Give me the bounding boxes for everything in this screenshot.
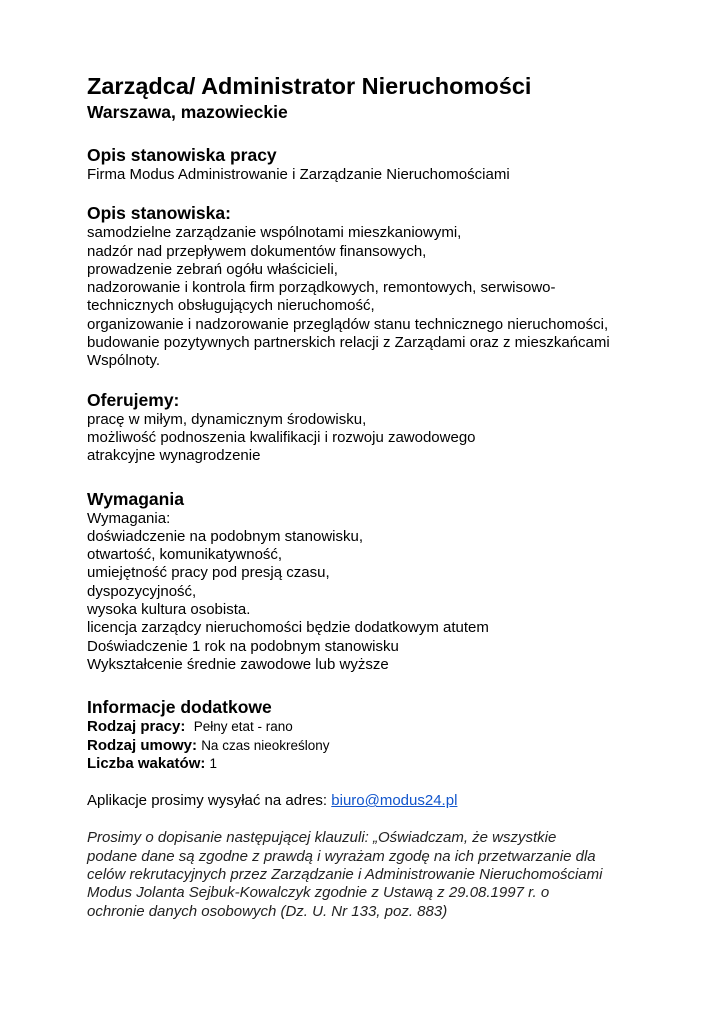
requirement-item: umiejętność pracy pod presją czasu, [87,564,330,582]
application-line [87,792,664,810]
clause-line: Prosimy o dopisanie następującej klauzuli: „Oświadczam, że wszystkie [87,829,557,847]
duty-item: technicznych obsługujących nieruchomość, [87,297,375,315]
requirements-section [87,489,664,675]
duty-item: prowadzenie zebrań ogółu właścicieli, [87,260,338,278]
duty-item: nadzór nad przepływem dokumentów finansowych, [87,242,427,260]
job-location: Warszawa, mazowieckie [87,102,288,122]
work-type-row [87,718,664,736]
vacancies-row [87,755,664,773]
requirement-item: wysoka kultura osobista. [87,601,251,619]
requirement-item: licencja zarządcy nieruchomości będzie dodatkowym atutem [87,619,489,637]
requirement-item: Doświadczenie 1 rok na podobnym stanowisku [87,637,399,655]
clause-line: celów rekrutacyjnych przez Zarządzanie i Administrowanie Nieruchomościami [87,866,603,884]
clause-line: Modus Jolanta Sejbuk-Kowalczyk zgodnie z Ustawą z 29.08.1997 r. o [87,884,550,902]
consent-clause [87,829,647,920]
job-description-heading: Opis stanowiska pracy [87,145,277,165]
contract-label: Rodzaj umowy: [87,736,198,754]
additional-info-section [87,697,664,773]
requirements-heading: Wymagania [87,488,184,509]
contract-value: Na czas nieokreślony [201,737,330,753]
requirement-item: doświadczenie na podobnym stanowisku, [87,527,363,545]
duty-item: nadzorowanie i kontrola firm porządkowych, remontowych, serwisowo- [87,279,556,297]
contract-row [87,737,664,755]
duty-item: samodzielne zarządzanie wspólnotami mieszkaniowymi, [87,224,462,242]
company-name: Firma Modus Administrowanie i Zarządzanie Nieruchomościami [87,166,510,183]
clause-line: ochronie danych osobowych (Dz. U. Nr 133, poz. 883) [87,902,448,920]
offer-heading: Oferujemy: [87,389,180,410]
requirement-item: Wymagania: [87,509,171,527]
vacancies-label: Liczba wakatów: [87,754,206,772]
duty-item: budowanie pozytywnych partnerskich relacji z Zarządami oraz z mieszkańcami [87,334,610,352]
job-title: Zarządca/ Administrator Nieruchomości [87,73,532,99]
offer-item: możliwość podnoszenia kwalifikacji i rozwoju zawodowego [87,428,476,446]
email-link[interactable]: biuro@modus24.pl [331,792,458,810]
work-type-label: Rodzaj pracy: [87,718,186,736]
duty-item: organizowanie i nadzorowanie przeglądów stanu technicznego nieruchomości, [87,315,609,333]
requirement-item: dyspozycyjność, [87,582,197,600]
offer-section [87,390,664,466]
requirement-item: Wykształcenie średnie zawodowe lub wyższe [87,655,389,673]
offer-item: pracę w miłym, dynamicznym środowisku, [87,410,367,428]
duties-list [87,224,664,370]
job-description-section [87,145,664,184]
requirements-list [87,510,664,675]
additional-info-heading: Informacje dodatkowe [87,697,272,718]
work-type-value: Pełny etat - rano [193,719,293,735]
clause-line: podane dane są zgodne z prawdą i wyrażam zgodę na ich przetwarzanie dla [87,847,596,865]
offer-item: atrakcyjne wynagrodzenie [87,447,261,465]
requirement-item: otwartość, komunikatywność, [87,546,283,564]
duty-item: Wspólnoty. [87,352,161,370]
application-text: Aplikacje prosimy wysyłać na adres: [87,792,328,810]
offer-list [87,411,664,466]
vacancies-value: 1 [209,755,218,771]
duties-section [87,203,664,370]
duties-heading: Opis stanowiska: [87,203,231,224]
